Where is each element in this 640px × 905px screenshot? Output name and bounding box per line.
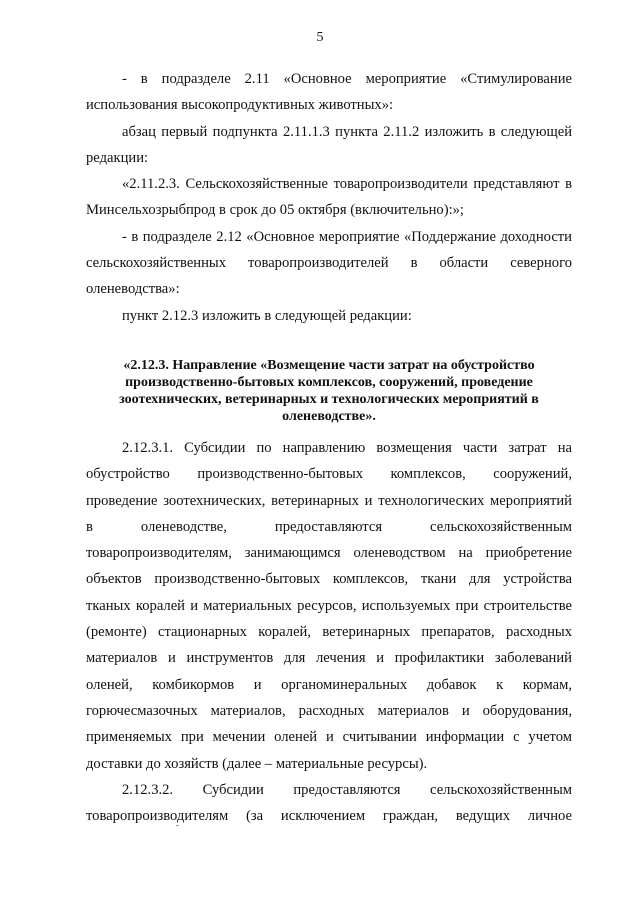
paragraph-amend-2-11-1-3: абзац первый подпункта 2.11.1.3 пункта 2.11.2 изложить в следующей редакции: [86, 123, 572, 166]
section-heading-2-12-3: «2.12.3. Направление «Возмещение части затрат на обустройство производственно-бытовых комплексов, сооружений, проведение зоотехнических, ветеринарных и технологических мероприятий в оленеводстве». [119, 357, 539, 424]
paragraph-subsection-2-11: - в подразделе 2.11 «Основное мероприятие «Стимулирование использования высокопродуктивных животных»: [86, 71, 572, 114]
paragraph-2-12-3-1: 2.12.3.1. Субсидии по направлению возмещения части затрат на обустройство производственно-бытовых комплексов, сооружений, проведение зоотехнических, ветеринарных и технологических мероприятий в оленеводстве, предоставляются сельскохозяйственным товаропроизводителям, занимающимся оленеводством на приобретение объектов производственно-бытовых комплексов, ткани для устройства тканых коралей и материальных ресурсов, используемых при строительстве (ремонте) стационарных коралей, ветеринарных препаратов, расходных материалов и инструментов для лечения и профилактики заболеваний оленей, комбикормов и органоминеральных добавок к кормам, горючесмазочных материалов, расходных материалов и оборудования, применяемых при мечении оленей и считывании информации с учетом доставки до хозяйств (далее – материальные ресурсы). [86, 439, 572, 772]
paragraph-amend-2-12-3: пункт 2.12.3 изложить в следующей редакции: [122, 307, 412, 324]
document-body [86, 66, 572, 829]
paragraph-quote-2-11-2-3: «2.11.2.3. Сельскохозяйственные товаропроизводители представляют в Минсельхозрыбпрод в срок до 05 октября (включительно):»; [86, 176, 572, 219]
paragraph-subsection-2-12: - в подразделе 2.12 «Основное мероприятие «Поддержание доходности сельскохозяйственных товаропроизводителей в области северного оленеводства»: [86, 228, 572, 298]
paragraph-2-12-3-2: 2.12.3.2. Субсидии предоставляются сельскохозяйственным товаропроизводителям (за исключением граждан, ведущих личное [86, 781, 572, 825]
page-number: 5 [316, 30, 324, 45]
scan-speck [176, 825, 179, 826]
